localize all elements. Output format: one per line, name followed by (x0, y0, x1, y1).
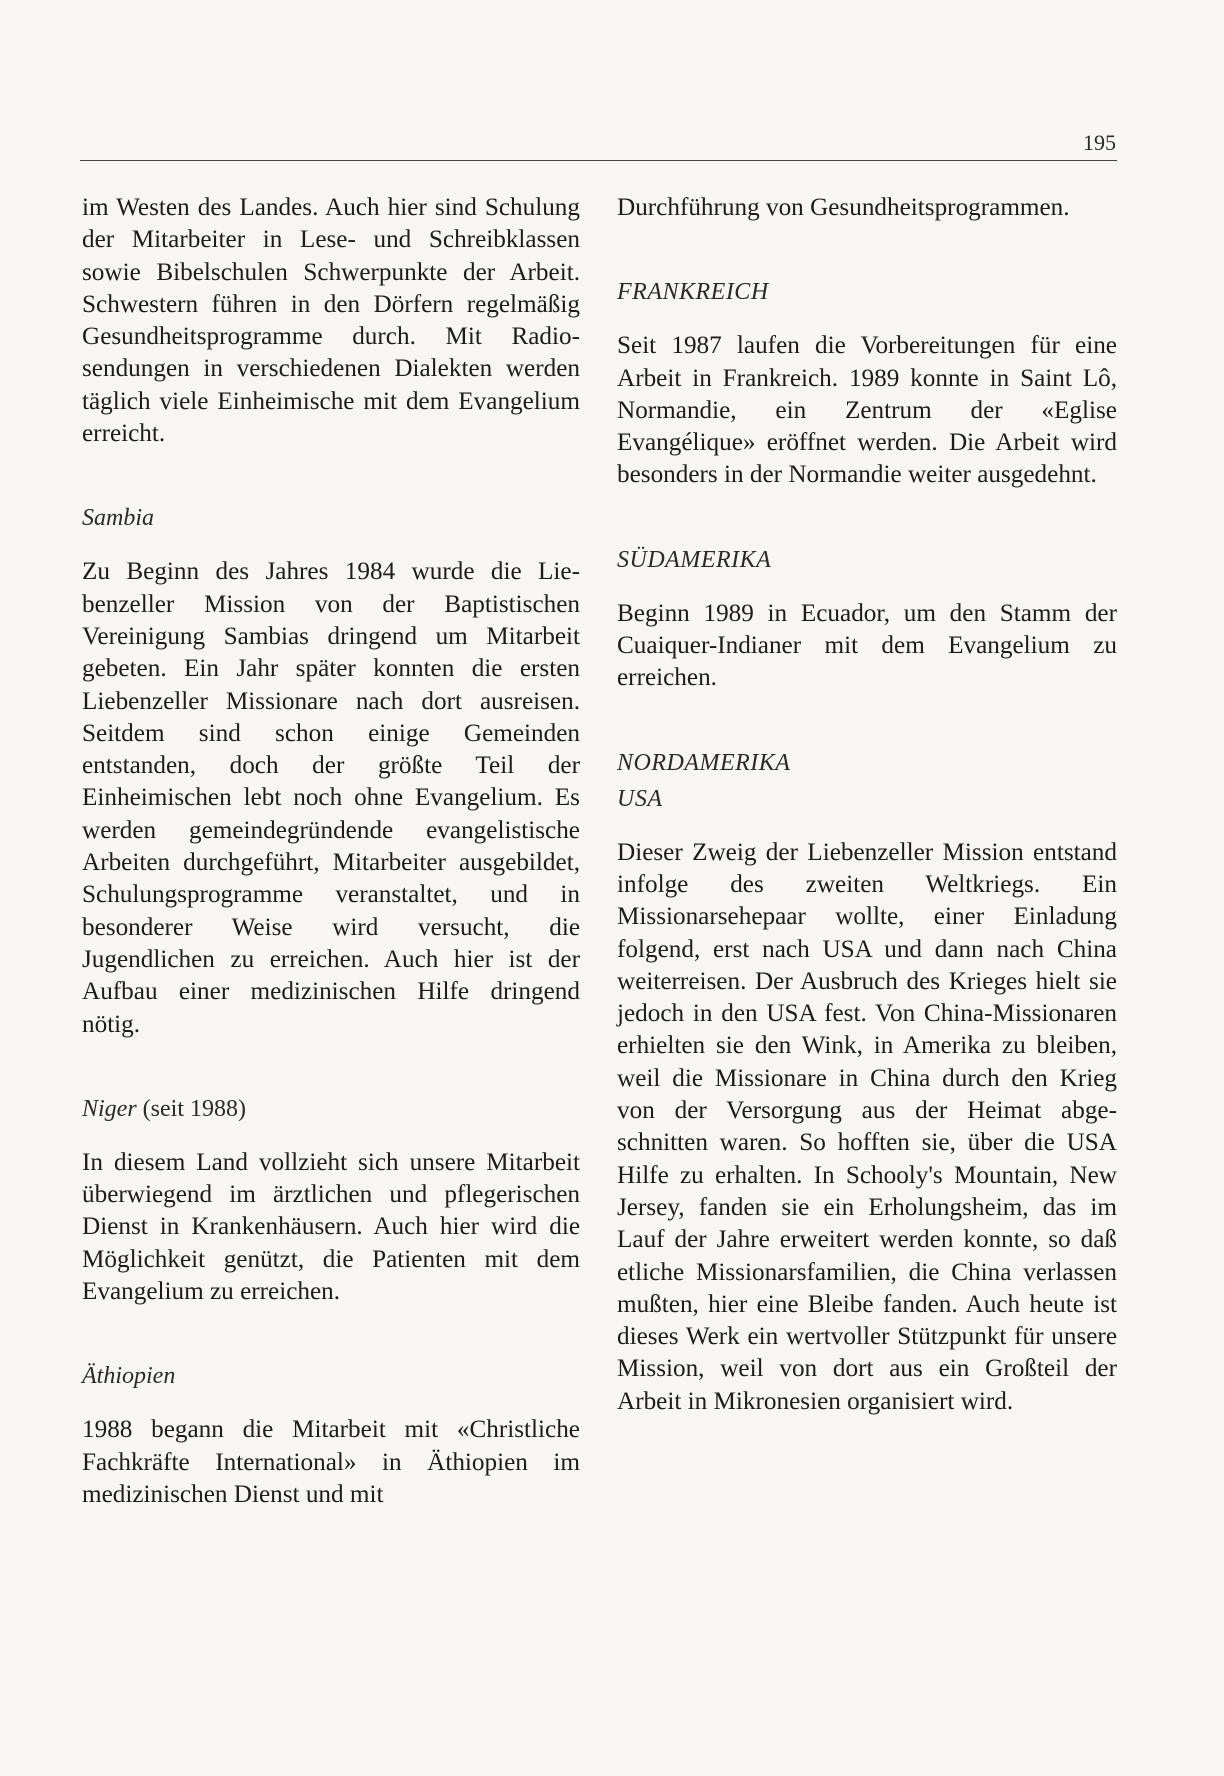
right-column (617, 192, 1117, 1418)
usa-subheading: USA (617, 785, 663, 812)
aethiopien-heading: Äthiopien (82, 1363, 176, 1390)
niger-heading-title: Niger (82, 1095, 137, 1122)
frankreich-paragraph: Seit 1987 laufen die Vorbereitungen für eine Arbeit in Frankreich. 1989 konnte in Saint Lô, Normandie, ein Zentrum der «Eglise Evangélique» eröffnet werden. Die Arbeit wird besonders in der Normandie weiter ausgedehnt. (617, 332, 1117, 489)
niger-heading (82, 1093, 580, 1125)
header-rule (80, 160, 1117, 161)
sambia-paragraph: Zu Beginn des Jahres 1984 wurde die Liebenzeller Mission von der Baptistischen Vereinigung Sambias dringend um Mitarbeit gebeten. Ein Jahr später konnten die ersten Liebenzeller Missionare nach dort ausreisen. Seitdem sind schon einige Gemeinden entstanden, doch der größte Teil der Einheimischen lebt noch ohne Evangelium. Es werden gemeindegründende evangelistische Arbeiten durchgeführt, Mitarbeiter ausgebildet, Schulungsprogramme veranstaltet, und in besonderer Weise wird versucht, die Jugendlichen zu erreichen. Auch hier ist der Aufbau einer medizinischen Hilfe dringend nötig. (82, 558, 580, 1038)
suedamerika-paragraph: Beginn 1989 in Ecuador, um den Stamm der Cuaiquer-Indianer mit dem Evangelium zu erreichen. (617, 599, 1117, 692)
frankreich-heading: FRANKREICH (617, 279, 769, 306)
suedamerika-heading: SÜDAMERIKA (617, 546, 772, 573)
right-intro-paragraph: Durchführung von Gesundheitsprogrammen. (617, 194, 1070, 221)
page-number: 195 (1083, 130, 1116, 155)
niger-paragraph: In diesem Land vollzieht sich unsere Mitarbeit überwiegend im ärztlichen und pflegerischen Dienst in Krankenhäusern. Auch hier wird die Möglichkeit genützt, die Patienten mit dem Evangelium zu erreichen. (82, 1148, 580, 1306)
left-intro-paragraph: im Westen des Landes. Auch hier sind Schulung der Mitarbeiter in Lese- und Schreibklassen sowie Bibelschulen Schwerpunkte der Arbeit. Schwestern führen in den Dörfern regelmäßig Gesundheitsprogramme durch. Mit Radiosendungen in verschiedenen Dialekten werden täglich viele Einheimische mit dem Evangelium erreicht. (82, 194, 580, 448)
left-column (82, 192, 580, 1511)
niger-heading-suffix: (seit 1988) (136, 1095, 246, 1122)
sambia-heading: Sambia (82, 505, 154, 532)
nordamerika-paragraph: Dieser Zweig der Liebenzeller Mission entstand infolge des zweiten Weltkriegs. Ein Missionarsehepaar wollte, einer Einladung folgend, erst nach USA und dann nach China weiterreisen. Der Ausbruch des Krieges hielt sie jedoch in den USA fest. Von China-Missionaren erhielten sie den Wink, in Amerika zu bleiben, weil die Missionare in China durch den Krieg von der Versorgung aus der Heimat abgeschnitten waren. So hofften sie, über die USA Hilfe zu erhalten. In Schooly's Mountain, New Jersey, fanden sie ein Erholungsheim, das im Lauf der Jahre erweitert werden konnte, so daß etliche Missionarsfamilien, die China verlassen mußten, hier eine Bleibe fanden. Auch heute ist dieses Werk ein wertvoller Stützpunkt für unsere Mission, weil von dort aus ein Großteil der Arbeit in Mikronesien organisiert wird. (617, 838, 1117, 1415)
nordamerika-heading: NORDAMERIKA (617, 749, 791, 776)
aethiopien-paragraph: 1988 begann die Mitarbeit mit «Christliche Fachkräfte International» in Äthiopien im medizinischen Dienst und mit (82, 1416, 580, 1508)
